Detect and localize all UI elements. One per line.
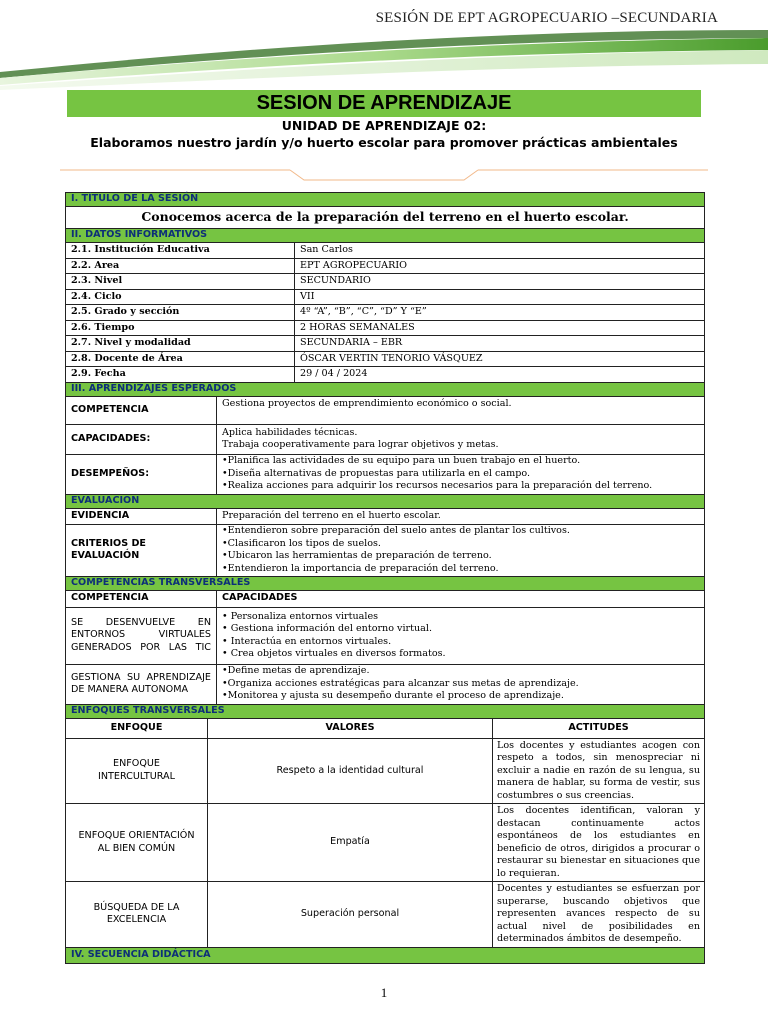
desempenos-list	[217, 454, 705, 494]
info-value: 4º “A”, “B”, “C”, “D” Y “E”	[295, 305, 705, 321]
enfoque-row	[66, 804, 705, 882]
info-value: ÓSCAR VERTIN TENORIO VÁSQUEZ	[295, 351, 705, 367]
info-label: 2.6. Tiempo	[66, 320, 295, 336]
criterios-list	[217, 524, 705, 576]
transversal-capacidad-item: •Monitorea y ajusta su desempeño durante el proceso de aprendizaje.	[222, 690, 564, 702]
info-label: 2.9. Fecha	[66, 367, 295, 383]
document-header-title: SESIÓN DE EPT AGROPECUARIO –SECUNDARIA	[375, 10, 718, 26]
transversal-capacidad-item: • Interactúa en entornos virtuales.	[222, 635, 392, 647]
criterio-item: •Entendieron la importancia de preparación del terreno.	[222, 562, 499, 574]
enfoque-valor: Empatía	[208, 804, 493, 882]
transversal-competencia: SE DESENVUELVE EN ENTORNOS VIRTUALES GENERADOS POR LAS TIC	[66, 607, 217, 664]
transversal-capacidad-item: •Define metas de aprendizaje.	[222, 665, 370, 677]
transversal-competencia: GESTIONA SU APRENDIZAJE DE MANERA AUTONOMA	[66, 664, 217, 704]
enfoque-name-line: EXCELENCIA	[106, 914, 167, 926]
info-label: 2.3. Nivel	[66, 274, 295, 290]
capacidades-label: CAPACIDADES:	[66, 424, 217, 454]
info-label: 2.1. Institución Educativa	[66, 243, 295, 259]
col-capacidades-header: CAPACIDADES	[217, 590, 705, 607]
enfoque-name	[66, 804, 208, 882]
desempeno-item: •Diseña alternativas de propuestas para utilizarla en el campo.	[222, 467, 530, 479]
criterio-item: •Clasificaron los tipos de suelos.	[222, 537, 381, 549]
competencia-value: Gestiona proyectos de emprendimiento económico o social.	[217, 396, 705, 424]
section-title-heading: I. TÍTULO DE LA SESIÓN	[66, 193, 705, 207]
evidencia-label: EVIDENCIA	[66, 508, 217, 524]
enfoque-actitud: Docentes y estudiantes se esfuerzan por superarse, buscando objetivos que representen avances respecto de su actual nivel de posibilidades en determinados ámbitos de desempeño.	[493, 882, 705, 948]
ornamental-divider	[60, 166, 708, 182]
enfoque-valor: Respeto a la identidad cultural	[208, 738, 493, 804]
transversal-capacidad-item: • Gestiona información del entorno virtual.	[222, 623, 433, 634]
transversal-capacidad-item: • Personaliza entornos virtuales	[222, 610, 379, 622]
info-label: 2.8. Docente de Área	[66, 351, 295, 367]
info-row	[66, 274, 705, 290]
info-value: EPT AGROPECUARIO	[295, 258, 705, 274]
enfoque-name-line: ENFOQUE ORIENTACIÓN	[78, 830, 195, 841]
section-datos-heading: II. DATOS INFORMATIVOS	[66, 229, 705, 243]
info-value: 2 HORAS SEMANALES	[295, 320, 705, 336]
info-value: 29 / 04 / 2024	[295, 367, 705, 383]
desempeno-item: •Planifica las actividades de su equipo para un buen trabajo en el huerto.	[222, 455, 581, 467]
criterio-item: •Ubicaron las herramientas de preparación de terreno.	[222, 550, 492, 561]
unit-name: Elaboramos nuestro jardín y/o huerto escolar para promover prácticas ambientales	[90, 135, 678, 150]
info-row	[66, 336, 705, 352]
desempenos-label: DESEMPEÑOS:	[66, 454, 217, 494]
info-value: SECUNDARIO	[295, 274, 705, 290]
info-label: 2.2. Area	[66, 258, 295, 274]
enfoque-actitud: Los docentes y estudiantes acogen con respeto a todos, sin menospreciar ni excluir a nadie en razón de su lengua, su manera de hablar, su forma de vestir, sus costumbres o sus creencias.	[493, 738, 705, 804]
enfoque-name-line: ENFOQUE	[113, 758, 160, 770]
page-header	[0, 0, 768, 90]
info-label: 2.4. Ciclo	[66, 289, 295, 305]
session-main-title: SESION DE APRENDIZAJE	[67, 90, 701, 117]
info-value: San Carlos	[295, 243, 705, 259]
enfoque-name-line: BÚSQUEDA DE LA	[93, 901, 180, 913]
info-row	[66, 289, 705, 305]
criterios-label	[66, 524, 217, 576]
enfoque-row	[66, 882, 705, 948]
info-row	[66, 243, 705, 259]
session-table	[65, 192, 705, 964]
info-row	[66, 320, 705, 336]
section-enfoques-heading: ENFOQUES TRANSVERSALES	[66, 704, 705, 718]
col-competencia-header: COMPETENCIA	[66, 590, 217, 607]
enfoque-name	[66, 738, 208, 804]
info-row	[66, 305, 705, 321]
enfoque-valor: Superación personal	[208, 882, 493, 948]
section-transversales-heading: COMPETENCIAS TRANSVERSALES	[66, 576, 705, 590]
page-number: 1	[380, 985, 388, 1000]
info-row	[66, 351, 705, 367]
col-enfoque-header: ENFOQUE	[66, 718, 208, 738]
transversal-capacidades-list	[217, 607, 705, 664]
desempeno-item: •Realiza acciones para adquirir los recursos necesarios para la preparación del terreno.	[222, 480, 653, 492]
transversal-capacidad-item: • Crea objetos virtuales en diversos formatos.	[222, 648, 446, 659]
capacidades-list	[217, 424, 705, 454]
unit-label: UNIDAD DE APRENDIZAJE 02:	[281, 118, 487, 133]
info-row	[66, 367, 705, 383]
competencia-label: COMPETENCIA	[66, 396, 217, 424]
info-label: 2.7. Nivel y modalidad	[66, 336, 295, 352]
info-value: SECUNDARIA – EBR	[295, 336, 705, 352]
section-aprendizajes-heading: III. APRENDIZAJES ESPERADOS	[66, 382, 705, 396]
transversal-capacidad-item: •Organiza acciones estratégicas para alcanzar sus metas de aprendizaje.	[222, 677, 579, 689]
criterios-label-line: EVALUACIÓN	[71, 550, 140, 561]
enfoque-name-line: INTERCULTURAL	[98, 770, 175, 782]
section-evaluacion-heading: EVALUACION	[66, 494, 705, 508]
transversal-capacidades-list	[217, 664, 705, 704]
enfoque-name	[66, 882, 208, 948]
criterio-item: •Entendieron sobre preparación del suelo antes de plantar los cultivos.	[222, 525, 570, 536]
col-valores-header: VALORES	[208, 718, 493, 738]
info-row	[66, 258, 705, 274]
section-secuencia-heading: IV. SECUENCIA DIDÁCTICA	[66, 947, 705, 963]
enfoque-name-line: AL BIEN COMÚN	[97, 842, 176, 854]
enfoque-row	[66, 738, 705, 804]
capacidad-item: Trabaja cooperativamente para lograr objetivos y metas.	[222, 439, 499, 450]
info-value: VII	[295, 289, 705, 305]
evidencia-value: Preparación del terreno en el huerto escolar.	[217, 508, 705, 524]
enfoque-actitud: Los docentes identifican, valoran y destacan continuamente actos espontáneos de los estudiantes en beneficio de otros, dirigidos a procurar o restaurar su bienestar en situaciones que lo requieran.	[493, 804, 705, 882]
capacidad-item: Aplica habilidades técnicas.	[222, 426, 358, 438]
criterios-label-line: CRITERIOS DE	[71, 537, 146, 549]
col-actitudes-header: ACTITUDES	[493, 718, 705, 738]
info-label: 2.5. Grado y sección	[66, 305, 295, 321]
session-title: Conocemos acerca de la preparación del terreno en el huerto escolar.	[66, 207, 705, 229]
